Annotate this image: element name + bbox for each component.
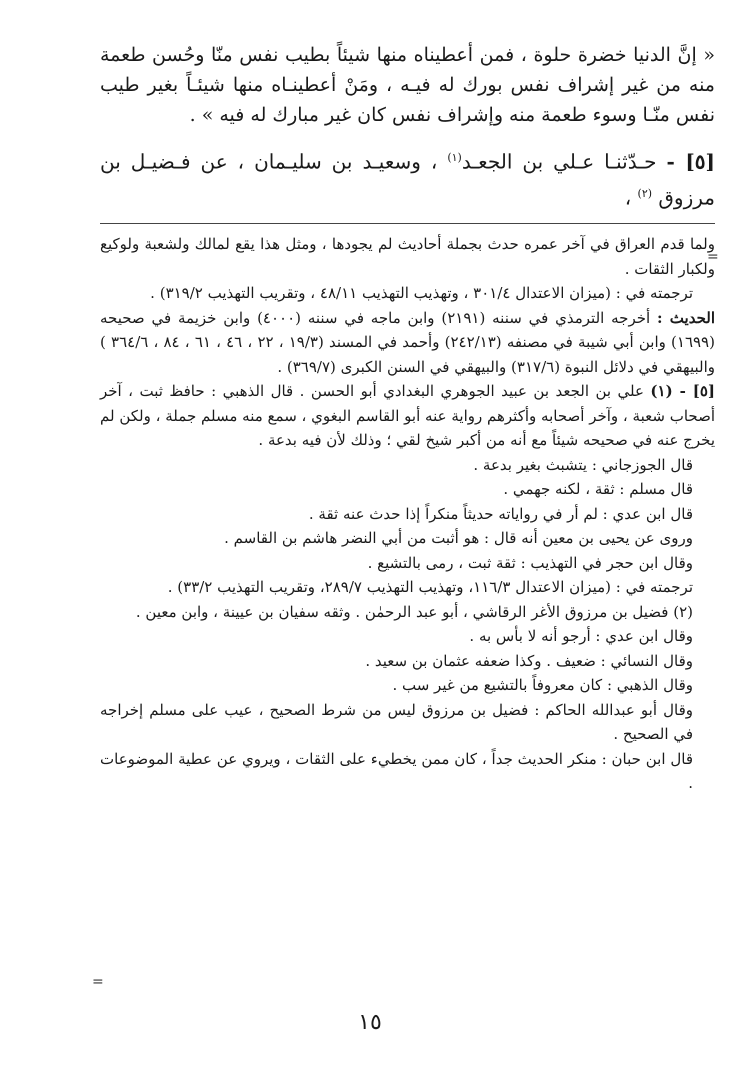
- hadith-5-isnad: [100, 142, 715, 213]
- isnad-text-2: ، وسعيـد بن سليـمان ، عن فـضيـل بن مرزوق: [100, 149, 715, 210]
- footnote-1-line: قال الجوزجاني : يتشبث بغير بدعة .: [473, 455, 693, 474]
- isnad-text-1: حـدّثنـا عـلي بن الجعـد: [461, 149, 657, 174]
- main-text: [100, 40, 715, 213]
- footnote-ref-1: (١): [447, 151, 462, 164]
- footnote-1-number: [٥] - (١): [650, 382, 715, 401]
- footnote-1-line: قال ابن عدي : لم أر في رواياته حديثاً منكراً إذا حدث عنه ثقة .: [308, 504, 693, 523]
- footnote-2-line: وقال الذهبي : كان معروفاً بالتشيع من غير سب .: [392, 676, 693, 695]
- hadith-4-ending: « إنَّ الدنيا خضرة حلوة ، فمن أعطيناه منها شيئاً بطيب نفس منّا وحُسن طعمة منه من غير إشراف نفس بورك له فيـه ، ومَنْ أعطينـاه منها شيئـاً بغير طيب نفس منّـا وسوء طعمة منه وإشراف نفس كان غير مبارك له فيه » .: [100, 44, 715, 126]
- footnote-2-line: وقال أبو عبدالله الحاكم : فضيل بن مرزوق ليس من شرط الصحيح ، عيب على مسلم إخراجه في الصحيح .: [100, 700, 693, 744]
- footnote-2: (٢) فضيل بن مرزوق الأغر الرقاشي ، أبو عبد الرحمٰن . وثقه سفيان بن عيينة ، وابن معين .: [135, 602, 693, 621]
- continuation-mark-bottom: =: [92, 974, 104, 990]
- footnote-source: ترجمته في : (ميزان الاعتدال ٣٠١/٤ ، وتهذيب التهذيب ٤٨/١١ ، وتقريب التهذيب ٣١٩/٢) .: [150, 284, 693, 303]
- footnote-2-line: وقال النسائي : ضعيف . وكذا ضعفه عثمان بن سعيد .: [365, 651, 693, 670]
- hadith-takhrij-text: أخرجه الترمذي في سننه (٢١٩١) وابن ماجه في سننه (٤٠٠٠) وابن خزيمة في صحيحه (١٦٩٩) وابن أبي شيبة في مصنفه (٢٤٢/١٣) وأحمد في المسند (١٩/٣ ، ٢٢ ، ٤٦ ، ٦١ ، ٨٤ ، ٣٦٤/٦ ) والبيهقي في دلائل النبوة (٣١٧/٦) والبيهقي في السنن الكبرى (٣٦٩/٧) .: [100, 308, 715, 376]
- footnote-1-text: علي بن الجعد بن عبيد الجوهري البغدادي أبو الحسن . قال الذهبي : حافظ ثبت ، آخر أصحاب شعبة ، وآخر أصحابه وأكثرهم رواية عنه أبو القاسم البغوي ، سمع منه مسلم جملة ، ولكن لم يخرج عنه في صحيحه شيئاً مع أنه من أكبر شيخ لقي ؛ وذلك لأن فيه بدعة .: [100, 382, 715, 450]
- footnote-divider: [100, 223, 715, 224]
- page-number: ١٥: [358, 1010, 382, 1035]
- footnotes: [100, 232, 715, 796]
- page-content: [100, 40, 715, 796]
- footnote-1-line: وروى عن يحيى بن معين أنه قال : هو أثبت من أبي النضر هاشم بن القاسم .: [224, 529, 693, 548]
- continuation-mark-top: =: [707, 249, 719, 265]
- footnote-hadith-takhrij: [100, 306, 715, 380]
- footnote-2-line: وقال ابن عدي : أرجو أنه لا بأس به .: [469, 627, 693, 646]
- footnote-2-line: قال ابن حبان : منكر الحديث جداً ، كان ممن يخطيء على الثقات ، ويروي عن عطية الموضوعات .: [100, 749, 693, 793]
- isnad-text-3: ،: [624, 185, 638, 210]
- footnote-1: [100, 379, 715, 453]
- footnote-1-source: ترجمته في : (ميزان الاعتدال ١١٦/٣، وتهذيب التهذيب ٢٨٩/٧، وتقريب التهذيب ٣٣/٢) .: [167, 578, 693, 597]
- footnote-ref-2: (٢): [637, 186, 653, 200]
- footnote-1-line: وقال ابن حجر في التهذيب : ثقة ثبت ، رمى بالتشيع .: [367, 553, 693, 572]
- hadith-label: الحديث :: [656, 308, 715, 327]
- footnote-1-line: قال مسلم : ثقة ، لكنه جهمي .: [503, 480, 693, 499]
- hadith-number: [٥] -: [666, 149, 716, 174]
- footnote-continuation: ولما قدم العراق في آخر عمره حدث بجملة أحاديث لم يجودها ، ومثل هذا يقع لمالك ولشعبة ولوكيع ولكبار الثقات .: [100, 235, 715, 278]
